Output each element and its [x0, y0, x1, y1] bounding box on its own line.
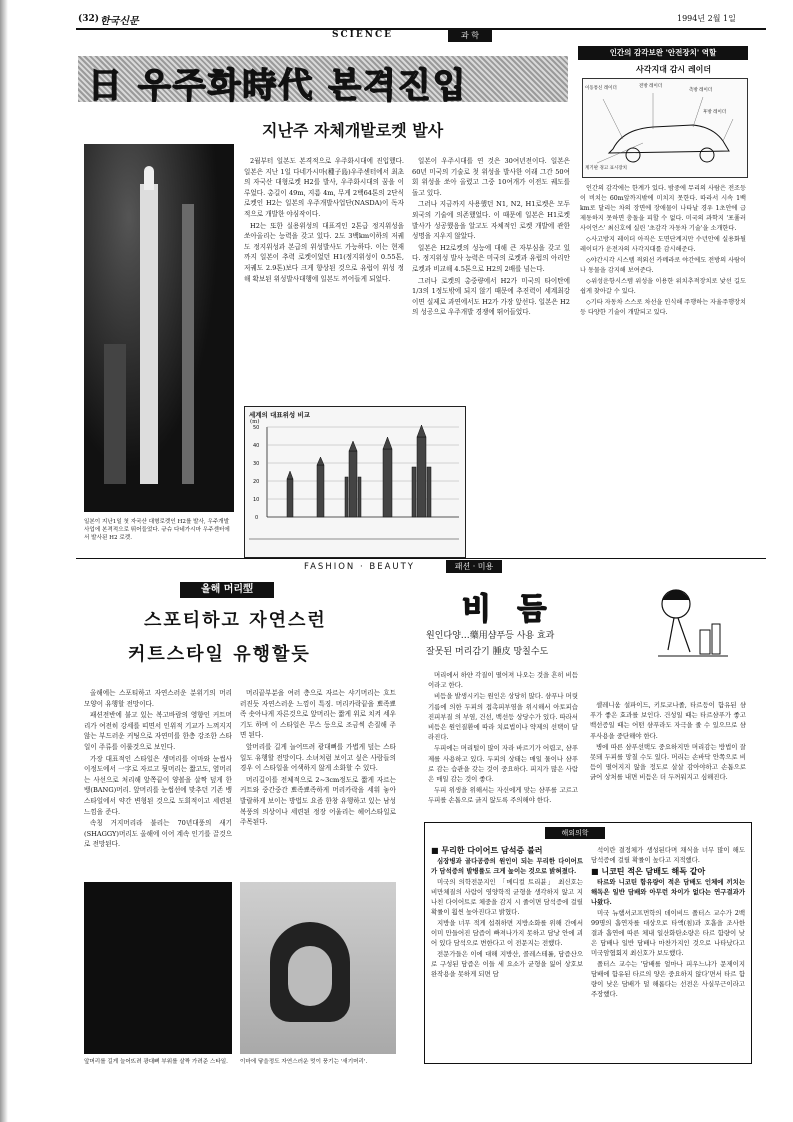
- paragraph: 타르와 니코틴 함유량이 적은 담배도 인체에 끼치는 해독은 일반 담배와 아무런 차이가 없다는 연구결과가 나왔다.: [591, 878, 745, 906]
- paragraph: 머리길이를 전체적으로 2~3cm정도로 짧게 자르는 커트와 중간중간 뾰족뾰족하게 머리카락을 세워 놓아 발랄하게 보이는 방법도 요즘 한창 유행하고 있는 남성복풍의 의상이나 세련된 정장 어울리는 헤어스타일로 주목된다.: [240, 775, 396, 827]
- fashion-title-line-1: 스포티하고 자연스런: [144, 610, 327, 631]
- dandruff-title: 비 듬: [462, 592, 555, 627]
- science-subtitle: 지난주 자체개발로켓 발사: [262, 121, 444, 140]
- rocket-comparison-figure: [244, 406, 466, 558]
- paragraph: 앞머리를 길게 늘어뜨려 광대뼈를 가볍게 덮는 스타일도 유행할 전망이다. 소녀처럼 보이고 싶은 사람들의 경우 이 스타일을 어색하지 않게 소화할 수 있다.: [240, 742, 396, 773]
- paragraph: 병에 따른 샴푸선택도 중요하지만 머리감는 방법이 잘못돼 두피를 망칠 수도 있다. 머리는 손바닥 안쪽으로 비듬이 떨어지지 않을 정도로 살살 감아야하고 손톱으로 긁어 상처를 내면 비듬은 더 두꺼워지고 심해진다.: [590, 742, 746, 782]
- dandruff-column-1: [428, 670, 578, 807]
- dandruff-subtitle-1: 원인다양…藥用샴푸등 사용 효과: [426, 631, 555, 641]
- fashion-column-1: [84, 688, 232, 851]
- paragraph: 머리에서 하얀 각질이 떨어져 나오는 것을 흔히 비듬이라고 한다.: [428, 671, 578, 690]
- header-date: 1994년 2월 1일: [677, 14, 736, 23]
- overseas-column-right: [591, 845, 745, 1000]
- svg-text:30: 30: [253, 461, 260, 467]
- paragraph: 석이란 결정체가 생성된다며 채식을 너무 많이 해도 담석증에 걸릴 확률이 높다고 지적했다.: [591, 846, 745, 864]
- fashion-column-2: [240, 688, 396, 829]
- car-diagram-graphic: [583, 79, 747, 177]
- paragraph: 가장 대표적인 스타일은 생머리를 이마와 눈썹사이정도에서 一字로 자르고 뒷머리는 짧고도, 옆머리는 사선으로 처리해 앞쪽끝이 양볼을 살짝 덮게 한 뱅(BANG)머리. 앞머리를 눈썹선에 맞추던 기존 뱅스타일에서 약간 변형된 것으로 도회적이고 세련된 느낌을 준다.: [84, 754, 232, 816]
- scan-edge-left: [0, 0, 8, 1122]
- sidebar-subtitle: 사각지대 감시 레이더: [636, 65, 712, 74]
- paragraph: 일본이 우주시대를 연 것은 30여년전이다. 일본은 60년 미국의 기술로 첫 위성을 발사한 이래 그간 50여회 위성을 쏘아 올렸고 그중 10여개가 이전도 궤도를 돌고 있다.: [412, 157, 570, 197]
- sidebar-title: 인간의 감각보완 '안전장치' 역할: [578, 46, 748, 60]
- paragraph: 셀레니움 설파이드, 키토코나졸, 타르등이 함유된 샴푸가 좋은 효과를 보인다. 건성일 때는 타르샴푸가 좋고 백선증일 때는 어떤 샴푸라도 자극을 줄 수 있으므로 샴푸사용을 중단해야 한다.: [590, 701, 746, 740]
- sidebar-body: [580, 184, 746, 319]
- science-banner: [78, 56, 568, 106]
- hairstyle-photo-1-caption: 앞머리를 길게 늘어뜨려 광대뼈 부위를 살짝 가려준 스타일.: [84, 1059, 228, 1065]
- diagram-label: 후방 레이더: [703, 110, 727, 115]
- fashion-title-line-2: 커트스타일 유행할듯: [128, 644, 311, 665]
- figure-graphic: [245, 407, 465, 557]
- diagram-label: 이동통신 레이더: [585, 86, 617, 91]
- paragraph: ◇위성운항시스템 위성을 이용한 위치추적장치로 낯선 길도 쉽게 찾아갈 수 있다.: [580, 278, 746, 295]
- paragraph: 패션전반에 불고 있는 복고바람의 영향인 커트머리가 여전히 강세를 띠면서 인위적 기교가 느껴지지 않는 부드러운 커팅으로 자연미를 한층 강조한 스타일이 주류를 이룰것으로 보인다.: [84, 711, 232, 751]
- rocket-photo-caption: 일본이 지난1일 첫 자국산 대형로켓인 H2를 발사, 우주개발사업에 본격적으로 뛰어들었다. 규슈 다네가시마 우주센터에서 발사된 H2 로켓.: [84, 519, 230, 541]
- hairstyle-photo-1: [84, 882, 232, 1054]
- header-rule: [76, 28, 766, 30]
- paragraph: 비듬을 발생시키는 원인은 상당히 많다. 샴푸나 머릿기름에 의한 두피의 접촉피부염을 위시해서 아토피습진피부질 의 부염, 건선, 백선등 상당수가 있다. 따라서 비듬은 원인질환에 따라 치료법이나 약제의 선택이 달라진다.: [428, 692, 578, 742]
- paragraph: 그러나 지금까지 사용했던 N1, N2, H1로켓은 모두 외국의 기술에 의존했었다. 이 때문에 일본은 H1로켓발사가 성공했음을 알고도 자체적인 로켓 개발에 관한 성명을 지우지 않았다.: [412, 200, 570, 241]
- paragraph: 두피에는 머리털이 많이 자라 바르기가 어렵고, 샴푸제를 사용하고 있다. 두피의 상태는 매일 물이나 샴푸로 감는 습관을 갖는 것이 중요하다. 피지가 많은 사람은 매일 감는 것이 좋다.: [428, 744, 578, 784]
- paragraph: ◇사고방지 레이더 아직은 도면단계지만 수년안에 실용화될 레이더가 운전자의 사각지대를 감시해준다.: [580, 236, 746, 253]
- paragraph: H2는 또한 실용위성의 대표격인 2톤급 정지위성을 쏘아올리는 능력을 갖고 있다. 2도 3백km이하의 저궤도 정지위성과 본급의 위성발사도 가능하다. 이는 현재까지 일본이 추력 로켓이었던 H1(정지위성이 0.55톤, 저궤도 2.9톤)보다 크게 향상된 것으로 유럽이 위성 정해 확보된 위성발사대행에 일본도 끼어들게 되었다.: [244, 221, 404, 283]
- diagram-label: 전방 레이더: [639, 84, 663, 89]
- rocket-photo: [84, 144, 234, 512]
- science-banner-title: 日 우주화時代 본격진입: [88, 66, 468, 106]
- paper-name: 한국신문: [100, 16, 139, 27]
- paragraph: 지방을 너무 적게 섭취하면 지방소화를 위해 간에서 이미 만들어진 담즙이 빠져나가지 못하고 담낭 안에 괴어 있다 담석으로 변한다고 이 전문지는 전했다.: [431, 919, 583, 947]
- paragraph: 두피 위생을 위해서는 자신에게 맞는 샴푸를 고르고 두피를 손톱으로 긁지 않도록 주의해야 한다.: [428, 786, 578, 805]
- svg-text:0: 0: [255, 515, 259, 521]
- page-header: [72, 10, 767, 28]
- paragraph: 심장병과 골다공증의 원인이 되는 무리한 다이어트가 담석증의 발병률도 크게 높이는 것으로 밝혀졌다.: [431, 857, 583, 875]
- svg-text:10: 10: [253, 497, 260, 503]
- overseas-medicine-label: 해외의학: [545, 827, 605, 839]
- paragraph: 폴터스 교수는 '담배를 얼마나 피우느냐가 문제이지 담배에 함유된 타르의 양은 중요하지 않다'면서 타르 함량이 낮은 담배가 덜 해롭다는 선전은 사실무근이라고 주장했다.: [591, 960, 745, 998]
- svg-text:50: 50: [253, 425, 260, 431]
- section-divider: [76, 558, 766, 559]
- dandruff-illustration: [648, 580, 732, 666]
- fashion-section-label: FASHION · BEAUTY: [304, 562, 415, 572]
- paragraph: 인간의 감각에는 한계가 있다. 밤중에 무리의 사람은 전조등이 비치는 60m앞까지밖에 미치지 못한다. 따라서 시속 1백km로 달리는 차의 장면에 장애물이 나타날 경우 1초안에 급제동하지 못하면 충돌을 피할 수 없다. 미국의 과학지 '포퓰러 사이언스' 최신호에 실린 '초감각 자동차 기술'을 소개한다.: [580, 185, 746, 232]
- hairstyle-photo-2: [240, 882, 396, 1054]
- paragraph: ◇야간시각 시스템 적외선 카메라로 야간에도 전방의 사람이나 동물을 감지해 보여준다.: [580, 257, 747, 274]
- paragraph: 올해에는 스포티하고 자연스러운 분위기의 머리모양이 유행할 전망이다.: [84, 689, 232, 708]
- fashion-section-tag: 패션 · 미용: [446, 560, 502, 573]
- figure-y-unit: (m): [250, 419, 260, 425]
- diagram-label: 측방 레이더: [689, 88, 713, 93]
- paragraph: 미국의 의학전문지인 「메디컬 트리뷴」 최신호는 비만체질의 사람이 영양학적 균형을 생각하지 않고 지나친 다이어트로 체중을 감지 시 줄이면 담석증에 걸릴 확률이 훨씬 높아진다고 밝혔다.: [431, 878, 583, 916]
- science-column-1: [244, 156, 404, 285]
- fashion-tag: 올해 머리型: [180, 582, 274, 598]
- dandruff-subtitle-2: 잘못된 머리감기 腫皮 망칠수도: [426, 647, 549, 657]
- paragraph: 속칭 거지머리라 불리는 70년대풍의 새기(SHAGGY)머리도 올해에 이어 계속 인기를 끌것으로 전망된다.: [84, 819, 232, 849]
- car-radar-diagram: [582, 78, 748, 178]
- paragraph: 미국 뉴햄셔코프먼학의 데이비드 폴터스 교수가 2백99명의 흡연자를 대상으로 타액(침)과 호흡을 조사한 결과 흡연에 따른 체내 일산화탄소량은 타르 함량이 낮은 담배나 일반 담배나 마찬가지인 것으로 나타났다고 미국암협회지 최신호가 보도했다.: [591, 909, 745, 957]
- paragraph: 일본은 H2로켓의 성능에 대해 큰 자부심을 갖고 있다. 정지위성 발사 능력은 미국의 로켓과 유럽의 아리안로켓과 비교해 4.5톤으로 H2의 2배를 넘는다.: [412, 243, 570, 273]
- overseas-medicine-box: [424, 822, 752, 1064]
- dandruff-column-2: [590, 700, 746, 784]
- page-number: (32): [78, 14, 100, 24]
- dandruff-illustration-graphic: [648, 580, 732, 666]
- hairstyle-photo-2-caption: 이마에 닿을정도 자연스러운 멋이 풍기는 '새기머리'.: [240, 1059, 368, 1065]
- figure-title: 세계의 대표위성 비교: [249, 411, 311, 419]
- paragraph: 전문가들은 이에 대해 지방산, 콜레스테롤, 담즙산으로 구성된 담즙은 이들 세 요소가 균형을 잃어 상호보완작용을 못하게 되면 담: [431, 950, 583, 978]
- paragraph: 머리끝부분을 여러 층으로 자르는 샤기머리는 흐트러진듯 자연스러운 느낌이 특징. 머리카락끝을 뾰족뾰족 솟아나게 자른것으로 앞머리는 짧게 위로 치켜 세우기도 하며 이 스타일은 무스 등으로 조금씩 손질해 주면 된다.: [240, 689, 396, 740]
- science-section-tag: 과 학: [448, 30, 492, 42]
- science-section-label: SCIENCE: [332, 30, 393, 40]
- paragraph: 그러나 로켓의 총중량에서 H2가 미국의 타이탄에 1/3의 1정도밖에 되지 않기 때문에 추진력이 세계최강이면 실제로 과연에서도 H2가 가장 앞선다. 일본은 H2의 성공으로 우주개발 경쟁에 뛰어들었다.: [412, 276, 570, 317]
- paragraph: 2월부터 일본도 본격적으로 우주화시대에 진입했다. 일본은 지난 1일 다네가시마(種子島)우주센터에서 최초의 자국산 대형로켓 H2를 발사, 우주화시대의 꿈을 이루었다. 총길이 49m, 지름 4m, 무게 2백64톤의 2단식로켓인 H2는 일본의 우주개발사업단(NASDA)이 독자적으로 개발한 야심작이다.: [244, 157, 404, 218]
- svg-text:20: 20: [253, 479, 260, 485]
- paragraph: ◇기타 자동차 스스로 차선을 인식해 주행하는 자율주행장치 등 다양한 기술이 개발되고 있다.: [580, 299, 747, 316]
- overseas-column-left: [431, 845, 583, 980]
- svg-text:40: 40: [253, 443, 260, 449]
- diagram-label: 계기판 경고 표시장치: [585, 166, 627, 171]
- article-heading: ■ 니코틴 적은 담배도 해독 같아: [591, 866, 706, 876]
- science-column-2: [412, 156, 570, 319]
- article-heading: ■ 무리한 다이어트 담석증 불러: [431, 845, 543, 855]
